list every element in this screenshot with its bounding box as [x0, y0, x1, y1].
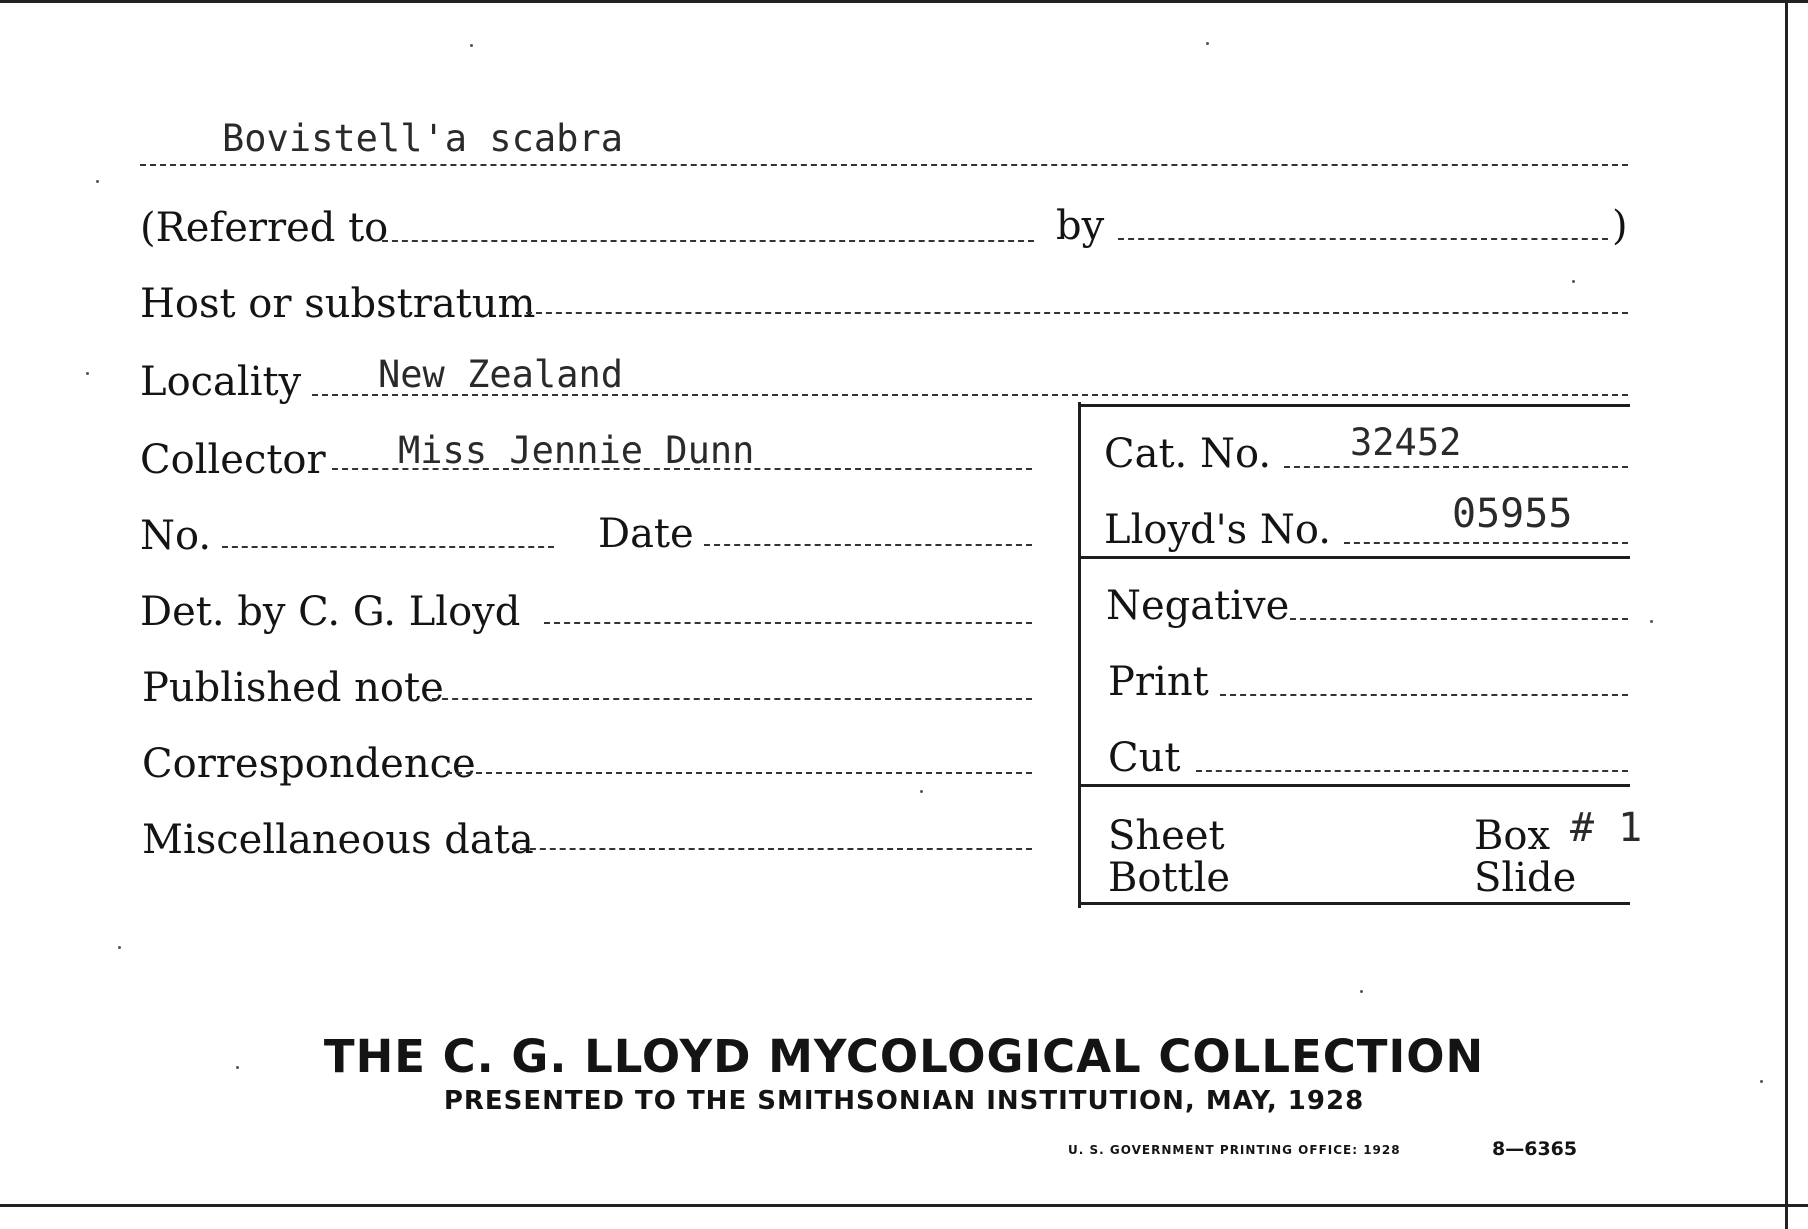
collector-label: Collector — [140, 437, 326, 483]
referred-to-line — [382, 240, 1034, 242]
right-box-bottom — [1080, 902, 1630, 905]
no-label: No. — [140, 513, 212, 559]
collector-value: Miss Jennie Dunn — [398, 429, 755, 472]
miscellaneous-data-line — [520, 848, 1032, 850]
no-line — [222, 546, 554, 548]
correspondence-label: Correspondence — [142, 741, 476, 787]
published-note-label: Published note — [142, 665, 444, 711]
slide-label: Slide — [1474, 855, 1577, 901]
species-name: Bovistell'a scabra — [222, 117, 623, 160]
det-by-label: Det. by C. G. Lloyd — [140, 589, 521, 635]
scan-speck — [96, 180, 99, 183]
scan-speck — [1760, 1080, 1763, 1083]
by-line — [1118, 238, 1608, 240]
print-line — [1220, 694, 1628, 696]
cat-no-label: Cat. No. — [1104, 431, 1272, 477]
scan-speck — [86, 372, 89, 375]
scan-speck — [236, 1066, 239, 1069]
miscellaneous-data-label: Miscellaneous data — [142, 817, 534, 863]
det-by-line — [544, 622, 1032, 624]
right-box-lower — [1080, 784, 1630, 787]
scan-speck — [470, 44, 473, 47]
right-box-divider — [1078, 402, 1081, 908]
correspondence-line — [446, 772, 1032, 774]
locality-label: Locality — [140, 359, 302, 405]
negative-label: Negative — [1106, 583, 1290, 629]
negative-line — [1290, 618, 1628, 620]
lloyds-no-value: 05955 — [1452, 491, 1573, 537]
card-top-edge — [0, 0, 1808, 3]
collector-line — [332, 468, 1032, 470]
collection-title: THE C. G. LLOYD MYCOLOGICAL COLLECTION — [323, 1030, 1485, 1083]
lloyds-no-label: Lloyd's No. — [1104, 507, 1331, 553]
date-label: Date — [598, 511, 694, 557]
scan-speck — [1650, 620, 1653, 623]
right-box-mid — [1080, 556, 1630, 559]
host-line — [526, 312, 1628, 314]
close-paren: ) — [1612, 203, 1628, 249]
locality-line — [312, 394, 1628, 396]
scan-speck — [118, 946, 121, 949]
right-box-top — [1080, 404, 1630, 407]
printing-office-note: U. S. GOVERNMENT PRINTING OFFICE: 1928 — [1068, 1143, 1401, 1157]
host-label: Host or substratum — [140, 281, 536, 327]
box-label: Box — [1474, 813, 1551, 859]
date-line — [704, 544, 1032, 546]
referred-to-label: (Referred to — [140, 205, 389, 251]
scan-speck — [1572, 280, 1575, 283]
cat-no-line — [1284, 466, 1628, 468]
card-bottom-edge — [0, 1204, 1808, 1207]
species-line — [140, 164, 1628, 166]
box-number-value: # 1 — [1570, 805, 1643, 851]
published-note-line — [432, 698, 1032, 700]
collection-subtitle: PRESENTED TO THE SMITHSONIAN INSTITUTION, MAY, 1928 — [443, 1086, 1365, 1116]
cut-label: Cut — [1108, 735, 1181, 781]
by-label: by — [1056, 203, 1105, 249]
scan-speck — [920, 790, 923, 793]
cat-no-value: 32452 — [1350, 421, 1462, 464]
sheet-label: Sheet — [1108, 813, 1225, 859]
print-label: Print — [1108, 659, 1209, 705]
bottle-label: Bottle — [1108, 855, 1231, 901]
lloyds-no-line — [1344, 542, 1628, 544]
scan-speck — [1206, 42, 1209, 45]
locality-value: New Zealand — [378, 353, 624, 396]
scan-speck — [1360, 990, 1363, 993]
form-number: 8—6365 — [1492, 1138, 1578, 1160]
cut-line — [1196, 770, 1628, 772]
